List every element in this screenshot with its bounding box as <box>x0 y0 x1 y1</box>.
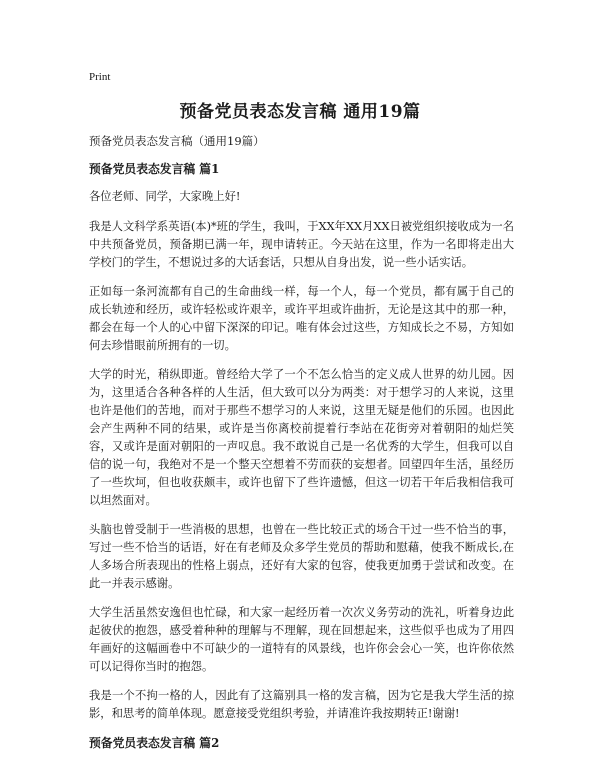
paragraph: 正如每一条河流都有自己的生命曲线一样，每一个人，每一个党员，都有属于自己的成长轨迹和经历，或许轻松或许艰辛，或许平坦或许曲折，无论是这其中的那一种，都会在每一个人的心中留下深深的印记。唯有体会过这些，方知成长之不易，方知如何去珍惜眼前所拥有的一切。 <box>89 285 514 352</box>
section-1 <box>89 160 514 723</box>
print-label: Print <box>89 71 111 83</box>
paragraph: 大学的时光，稍纵即逝。曾经给大学了一个不怎么恰当的定义成人世界的幼儿园。因为，这里适合各种各样的人生活，但大致可以分为两类：对于想学习的人来说，这里也许是他们的苦地，而对于那些不想学习的人来说，这里无疑是他们的乐园。也因此会产生两种不同的结果，或许是当你离校前提着行李站在花街旁对着朝阳的灿烂笑容，又或许是面对朝阳的一声叹息。我不敢说自己是一名优秀的大学生，但我可以自信的说一句，我绝对不是一个整天空想着不劳而获的妄想者。回望四年生活，虽经历了一些坎坷，但也收获颇丰，或许也留下了些许遗憾，但这一切若干年后我相信我可以坦然面对。 <box>89 368 514 507</box>
paragraph: 大学生活虽然安逸但也忙碌，和大家一起经历着一次次义务劳动的洗礼，听着身边此起彼伏的抱怨，感受着种种的理解与不理解，现在回想起来，这些似乎也成为了用四年画好的这幅画卷中不可缺少的一道特有的风景线，也许你会会心一笑，也许你依然可以记得你当时的抱怨。 <box>89 606 514 673</box>
page-subtitle: 预备党员表态发言稿（通用19篇） <box>89 134 265 148</box>
document-body <box>89 160 514 762</box>
section-heading: 预备党员表态发言稿 篇2 <box>89 736 220 750</box>
page-title: 预备党员表态发言稿 通用19篇 <box>179 102 421 122</box>
section-heading: 预备党员表态发言稿 篇1 <box>89 162 220 176</box>
paragraph: 我是人文科学系英语(本)*班的学生，我叫，于XX年XX月XX日被党组织接收成为一名中共预备党员，预备期已满一年，现申请转正。今天站在这里，作为一名即将走出大学校门的学生，不想说过多的大话套话，只想从自身出发，说一些小话实话。 <box>89 220 514 269</box>
section-2 <box>89 734 514 752</box>
paragraph: 我是一个不拘一格的人，因此有了这篇别具一格的发言稿，因为它是我大学生活的掠影，和思考的简单体现。愿意接受党组织考验，并请准许我按期转正!谢谢! <box>89 689 514 720</box>
paragraph: 各位老师、同学，大家晚上好! <box>89 190 241 203</box>
paragraph: 头脑也曾受制于一些消极的思想，也曾在一些比较正式的场合干过一些不恰当的事，写过一些不恰当的话语，好在有老师及众多学生党员的帮助和慰藉，使我不断成长,在人多场合所表现出的性格上弱点，还好有大家的包容，使我更加勇于尝试和改变。在此一并表示感谢。 <box>89 523 514 590</box>
